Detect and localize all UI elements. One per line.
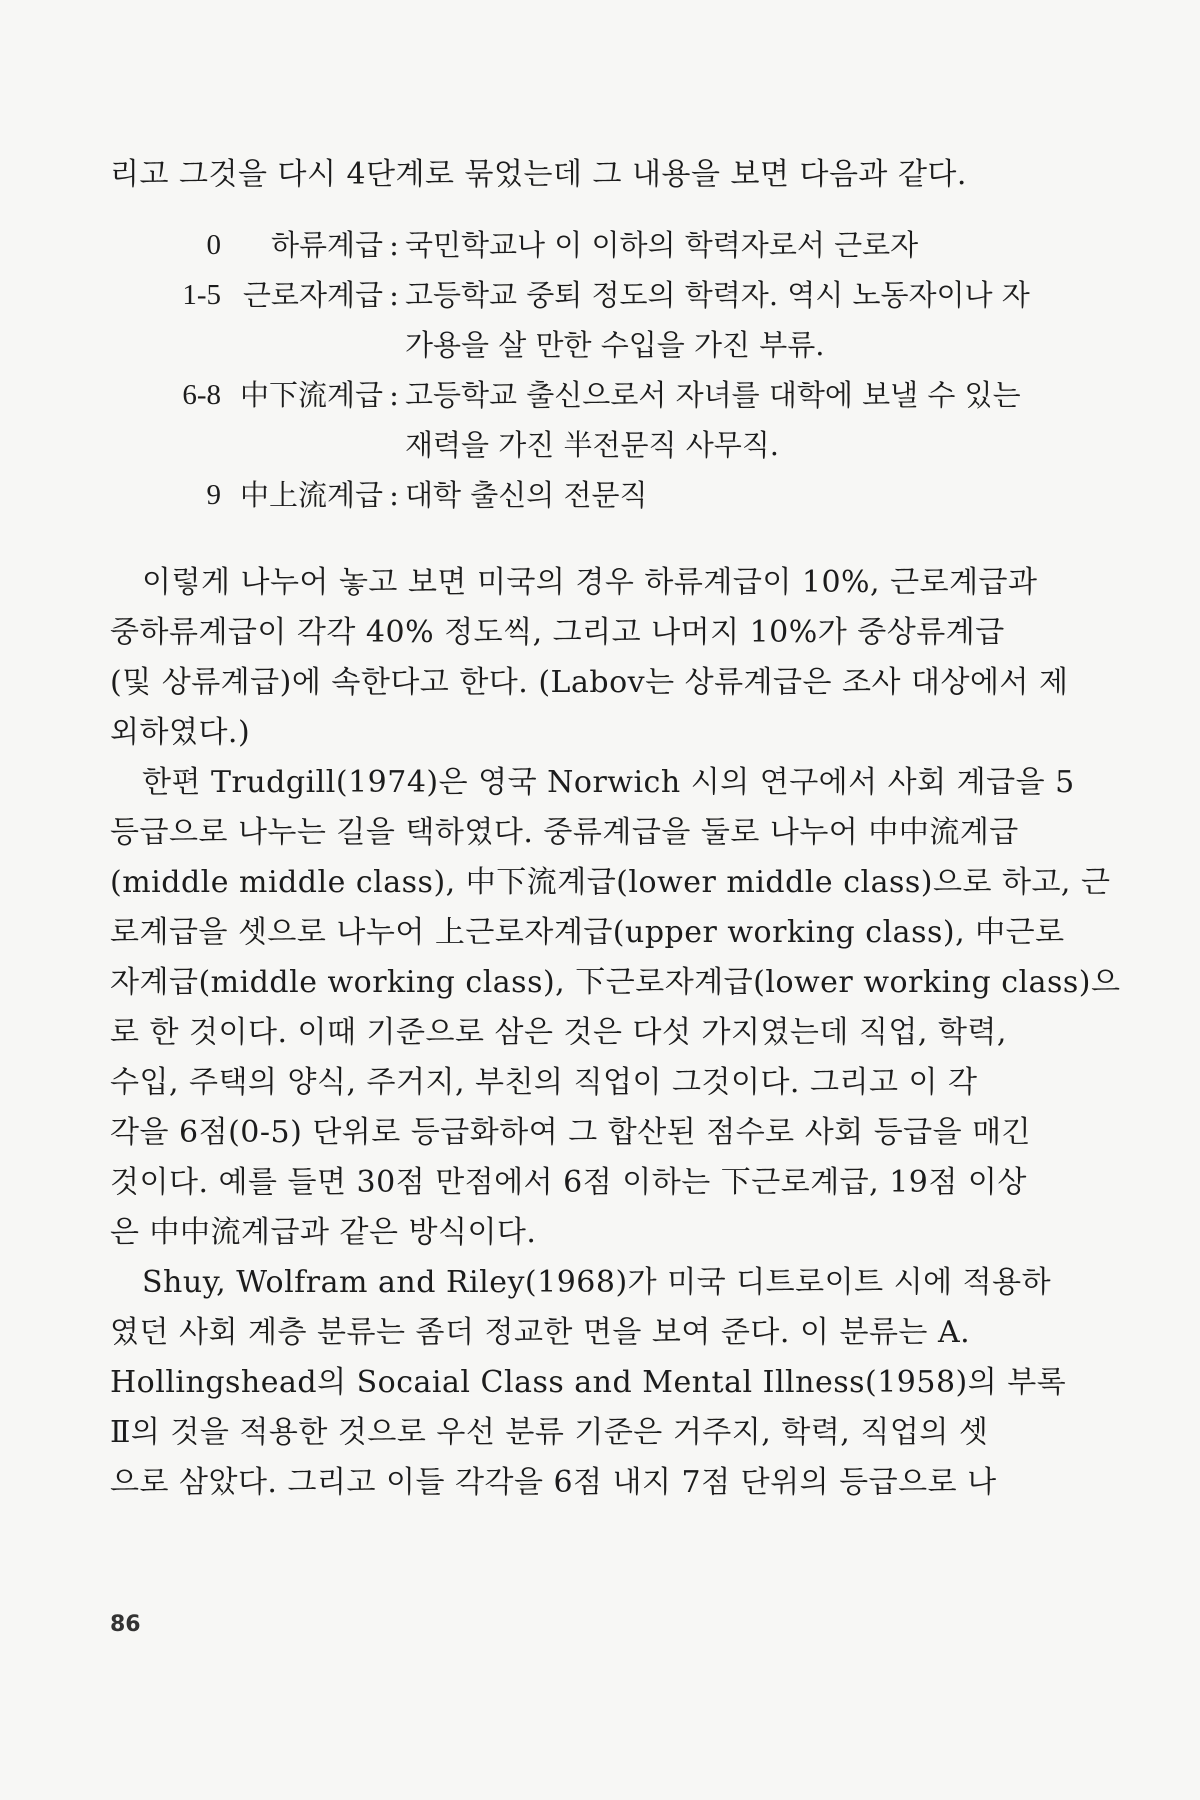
level-description: 국민학교나 이 이하의 학력자로서 근로자 [405,228,919,262]
paragraph-line: 로 한 것이다. 이때 기준으로 삼은 것은 다섯 가지였는데 직업, 학력, [110,1015,1007,1050]
class-level-row [110,270,1030,320]
level-description: 대학 출신의 전문직 [405,478,648,512]
paragraph-line: 것이다. 예를 들면 30점 만점에서 6점 이하는 下근로계급, 19점 이상 [110,1165,1027,1200]
class-level-row [110,470,1030,520]
level-description-continued: 가용을 살 만한 수입을 가진 부류. [405,328,825,362]
level-name: 中上流계급 [239,478,383,512]
level-name: 中下流계급 [239,378,383,412]
paragraph-line: Ⅱ의 것을 적용한 것으로 우선 분류 기준은 거주지, 학력, 직업의 셋 [110,1415,989,1450]
paragraph-line: 이렇게 나누어 놓고 보면 미국의 경우 하류계급이 10%, 근로계급과 [142,565,1038,600]
body-text [110,150,1121,1508]
class-level-row [110,220,1030,270]
level-score: 6-8 [182,379,221,411]
paragraph-line: 외하였다.) [110,715,251,750]
paragraph-line: 로계급을 셋으로 나누어 上근로자계급(upper working class), 中근로 [110,915,1065,950]
level-description: 고등학교 출신으로서 자녀를 대학에 보낼 수 있는 [405,378,1021,412]
paragraph-us-distribution [110,558,1069,758]
paragraph-line: 수입, 주택의 양식, 주거지, 부친의 직업이 그것이다. 그리고 이 각 [110,1065,978,1100]
page-number: 86 [110,1612,141,1637]
paragraph-line: 한편 Trudgill(1974)은 영국 Norwich 시의 연구에서 사회 계급을 5 [142,765,1075,800]
paragraph-line: 였던 사회 계층 분류는 좀더 정교한 면을 보여 준다. 이 분류는 A. [110,1315,971,1350]
paragraph-line: 각을 6점(0-5) 단위로 등급화하여 그 합산된 점수로 사회 등급을 매긴 [110,1115,1032,1150]
paragraph-line: (middle middle class), 中下流계급(lower middle class)으로 하고, 근 [110,865,1111,900]
paragraph-line: 등급으로 나누는 길을 택하였다. 중류계급을 둘로 나누어 中中流계급 [110,815,1019,850]
level-name: 근로자계급 [242,278,383,312]
paragraph-line: Shuy, Wolfram and Riley(1968)가 미국 디트로이트 시에 적용하 [142,1265,1052,1300]
paragraph-line: 으로 삼았다. 그리고 이들 각각을 6점 내지 7점 단위의 등급으로 나 [110,1465,997,1500]
paragraph-trudgill [110,758,1121,1258]
paragraph-line: 중하류계급이 각각 40% 정도씩, 그리고 나머지 10%가 중상류계급 [110,615,1005,650]
level-colon: : [389,478,399,512]
class-level-row [110,370,1030,420]
level-score: 9 [206,479,221,511]
paragraph-line: 은 中中流계급과 같은 방식이다. [110,1215,537,1250]
level-score: 0 [206,229,221,261]
paragraph-line: Hollingshead의 Socaial Class and Mental Illness(1958)의 부록 [110,1365,1067,1400]
intro-line: 리고 그것을 다시 4단계로 묶었는데 그 내용을 보면 다음과 같다. [110,157,967,192]
level-colon: : [389,228,399,262]
paragraph-shuy-wolfram-riley [110,1258,1067,1508]
level-name: 하류계급 [270,228,383,262]
level-description-continued: 재력을 가진 半전문직 사무직. [405,428,780,462]
level-colon: : [389,278,399,312]
paragraph-line: (및 상류계급)에 속한다고 한다. (Labov는 상류계급은 조사 대상에서 제 [110,665,1069,700]
class-level-list [110,220,1030,520]
level-description: 고등학교 중퇴 정도의 학력자. 역시 노동자이나 자 [405,278,1030,312]
level-colon: : [389,378,399,412]
level-score: 1-5 [182,279,221,311]
paragraph-line: 자계급(middle working class), 下근로자계급(lower working class)으 [110,965,1121,1000]
